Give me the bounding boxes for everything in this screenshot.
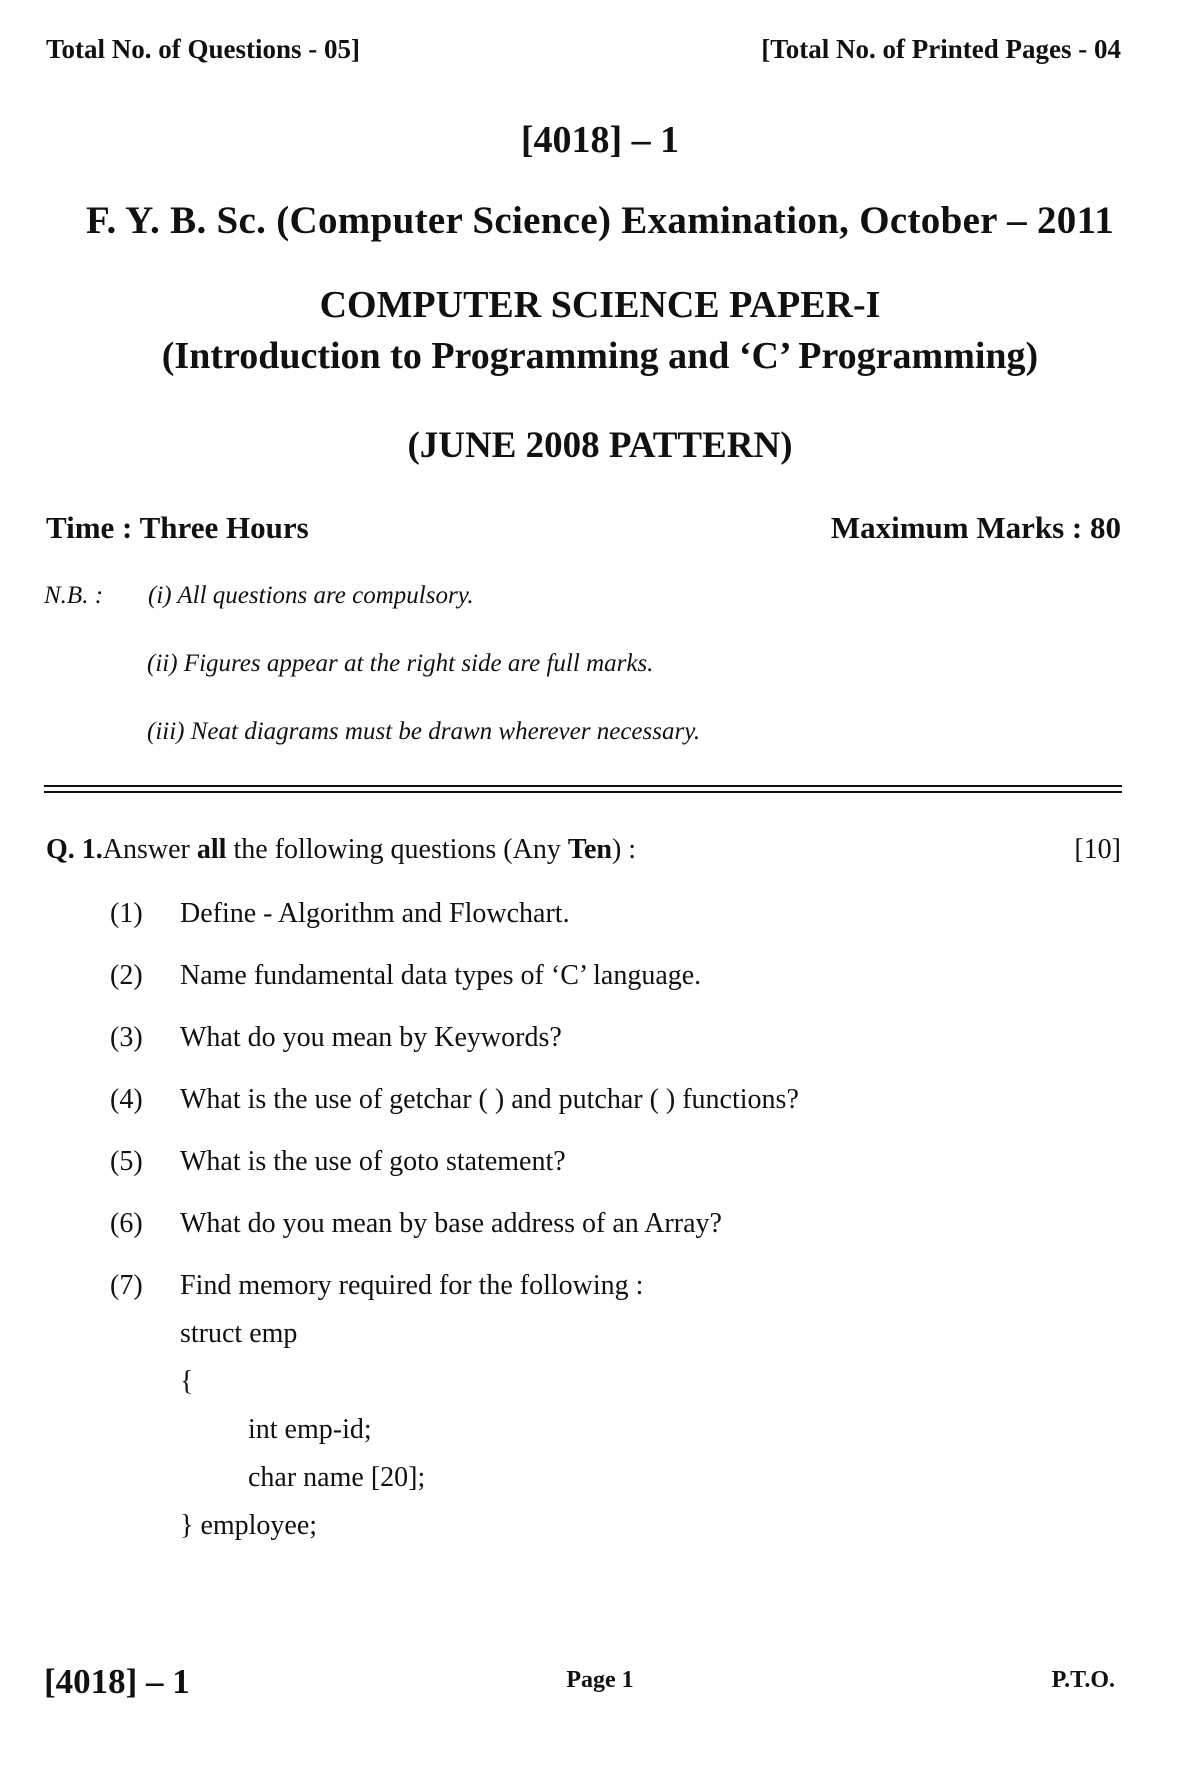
pto-label: P.T.O. [1051,1667,1115,1693]
question-1-heading [46,834,636,866]
question-item [110,960,701,992]
maximum-marks: Maximum Marks : 80 [830,510,1121,545]
item-text: What is the use of goto statement? [180,1146,566,1177]
pattern: (JUNE 2008 PATTERN) [407,425,793,466]
question-item [110,898,570,930]
question-label: Q. 1. [46,834,103,865]
question-1-marks: [10] [1074,834,1121,865]
code-line: { [180,1366,194,1397]
item-text: Define - Algorithm and Flowchart. [180,898,570,929]
question-emphasis: all [196,834,227,865]
item-number: (6) [110,1208,143,1239]
item-number: (3) [110,1022,143,1053]
code-line: struct emp [180,1318,298,1349]
paper-title: COMPUTER SCIENCE PAPER-I [319,284,881,326]
code-line: } employee; [180,1510,318,1541]
item-text: Name fundamental data types of ‘C’ language. [180,960,702,991]
question-item [110,1084,799,1116]
question-emphasis: Ten [567,834,612,865]
instruction-text: (i) All questions are compulsory. [148,582,474,609]
instruction-3: (iii) Neat diagrams must be drawn wherever necessary. [147,718,701,745]
question-text: ) : [611,834,637,865]
time-allowed: Time : Three Hours [46,510,309,545]
item-number: (4) [110,1084,143,1115]
item-text: What do you mean by base address of an Array? [180,1208,722,1239]
question-item [110,1270,643,1302]
item-number: (7) [110,1270,143,1301]
code-line: int emp-id; [248,1414,372,1445]
instruction-2: (ii) Figures appear at the right side are full marks. [147,650,654,677]
item-number: (5) [110,1146,143,1177]
question-text: the following questions (Any [226,834,568,865]
item-text: Find memory required for the following : [180,1270,644,1301]
total-questions: Total No. of Questions - 05] [46,34,361,64]
paper-subtitle: (Introduction to Programming and ‘C’ Programming) [161,335,1039,377]
nb-label: N.B. : [44,582,104,609]
footer-paper-code: [4018] – 1 [44,1662,190,1701]
item-number: (2) [110,960,143,991]
double-divider [44,785,1122,795]
paper-code: [4018] – 1 [520,119,680,161]
item-text: What do you mean by Keywords? [180,1022,562,1053]
instruction-1 [44,582,474,610]
question-item [110,1208,722,1240]
question-item [110,1022,562,1054]
exam-title: F. Y. B. Sc. (Computer Science) Examination, October – 2011 [85,199,1115,242]
page-number: Page 1 [566,1667,634,1693]
item-number: (1) [110,898,143,929]
code-line: char name [20]; [248,1462,426,1493]
total-pages: [Total No. of Printed Pages - 04 [761,34,1121,64]
question-text: Answer [102,834,197,865]
question-item [110,1146,566,1178]
item-text: What is the use of getchar ( ) and putchar ( ) functions? [180,1084,799,1115]
